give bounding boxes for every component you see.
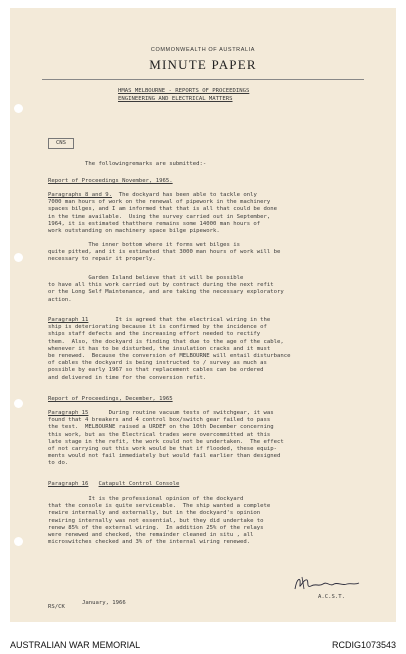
signature-block: A.C.S.T. [318, 594, 345, 600]
paragraph-label: Paragraph 16 [48, 481, 89, 487]
section-heading: Report of Proceedings November, 1965. [48, 178, 173, 184]
paragraph-block: Garden Island believe that it will be possible to have all this work carried out by contract during the next refit or the Long Self Maintenance, and are taking the necessary exploratory action. [48, 275, 284, 303]
paragraph-label: Paragraph 15 [48, 410, 89, 416]
paragraph-block: Paragraphs 8 and 9. The dockyard has been able to tackle only 7000 man hours of work on the renewal of pipework in the machinery spaces bilges, and I am informed that that is all that could be done in the time available. Using the survey carried out in September, 1964, it is estimated thatthere remains some 14000 man hours of work outstanding on machinery space bilge pipework. [48, 192, 278, 235]
punch-hole [14, 104, 23, 113]
archive-name: AUSTRALIAN WAR MEMORIAL [10, 640, 141, 650]
subject-line-2: ENGINEERING AND ELECTRICAL MATTERS [118, 96, 233, 102]
archive-reference: RCDIG1073543 [331, 640, 396, 650]
signature-scribble [292, 574, 362, 592]
punch-hole [14, 253, 23, 262]
punch-hole [14, 399, 23, 408]
archive-footer [0, 638, 406, 654]
subject-line-1: HMAS MELBOURNE - REPORTS OF PROCEEDINGS [118, 88, 250, 94]
page-title: MINUTE PAPER [149, 57, 257, 72]
file-reference-box: CNS [48, 138, 74, 149]
paragraph-block: Paragraph 15 During routine vacuum tests of switchgear, it was found that 4 breakers and 4 control box/switch gear failed to pass the test. MELBOURNE raised a URDEF on the 10th December concerning this work, but as the Electrical trades were overcommitted at this late stage in the refit, the work could not be undertaken. The effect of not carrying out this work would be that if flooded, these equip- ments would not fail immediately but would fail earlier than designed to do. [48, 410, 284, 467]
title-divider [42, 79, 364, 80]
paragraph-block: It is the professional opinion of the dockyard that the console is quite serviceable. The ship wanted a complete rewire internally and externally, but in the dockyard's opinion rewiring internally was not essential, but they did undertake to renew 85% of the external wiring. In addition 25% of the relays were renewed and checked, the remainder cleaned in situ , all microswitches checked and 3% of the internal wiring renewed. [48, 496, 271, 546]
paragraph-block: Paragraph 11 It is agreed that the electrical wiring in the ship is deteriorating because it is confirmed by the incidence of ships staff defects and the increasing effort needed to rectify them. Also, the dockyard is finding that due to the age of the cable, whenever it has to be disturbed, the insulation cracks and it must be renewed. Because the conversion of MELBOURNE will entail disturbance of cables the dockyard is being instructed to / survey as much as possible by early 1967 so that replacement cables can be ordered and delivered in time for the conversion refit. [48, 317, 291, 381]
organisation-heading: COMMONWEALTH OF AUSTRALIA [150, 47, 256, 53]
punch-hole [14, 537, 23, 546]
paragraph-label: Paragraph 11 [48, 317, 89, 323]
handwritten-signature [292, 574, 362, 592]
initials-reference: RS/CK [48, 604, 65, 610]
paragraph-heading-line [48, 481, 179, 488]
paragraph-block: The inner bottom where it forms wet bilges is quite pitted, and it is estimated that 3000 man hours of work will be necessary to repair it properly. [48, 242, 281, 263]
paragraph-label: Paragraphs 8 and 9. [48, 192, 112, 198]
date-line: January, 1966 [82, 600, 126, 606]
intro-text: The followingremarks are submitted:- [85, 161, 207, 167]
paragraph-title: Catapult Control Console [98, 481, 180, 487]
section-heading: Report of Proceedings, December, 1965 [48, 396, 173, 402]
